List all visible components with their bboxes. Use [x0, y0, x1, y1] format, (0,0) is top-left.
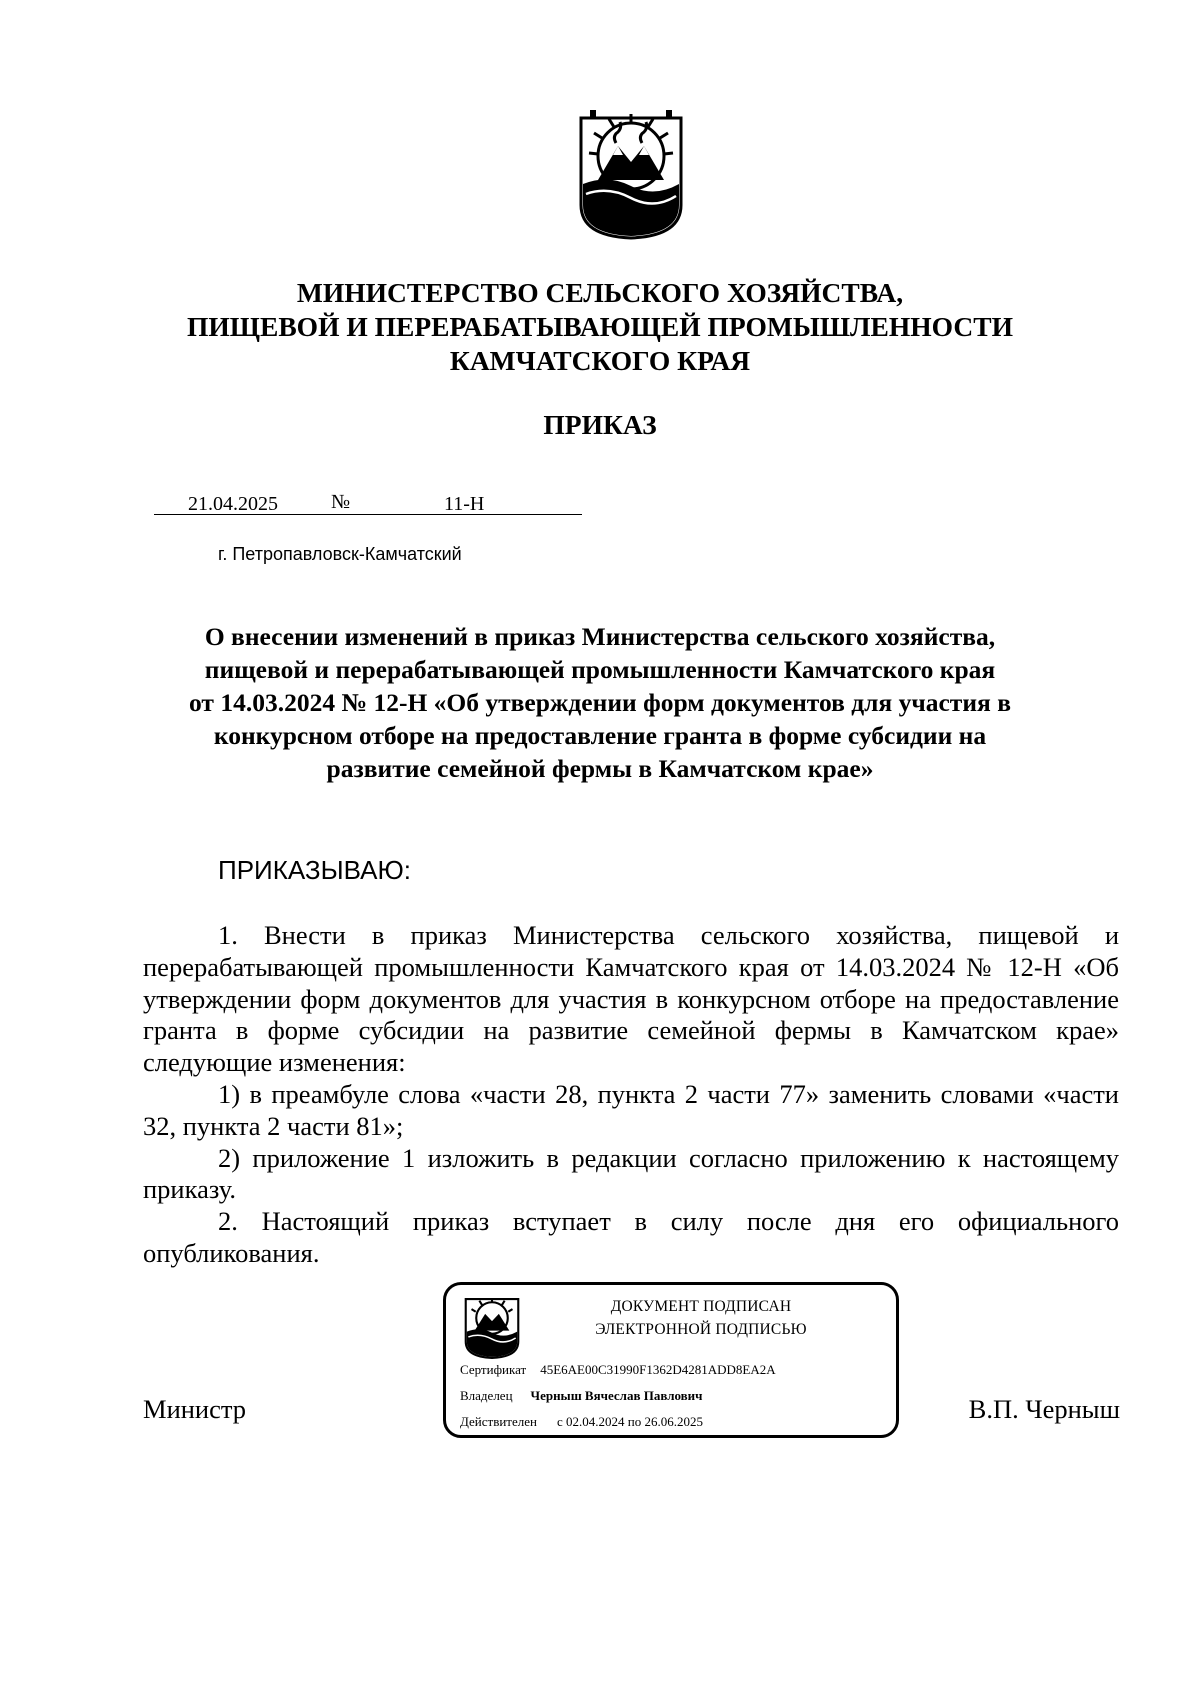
order-subject [100, 620, 1100, 785]
ministry-title-line: МИНИСТЕРСТВО СЕЛЬСКОГО ХОЗЯЙСТВА, [296, 277, 904, 308]
stamp-heading-line: ДОКУМЕНТ ПОДПИСАН [610, 1298, 792, 1315]
ministry-title [100, 276, 1100, 378]
order-word: ПРИКАЗЫВАЮ: [218, 855, 411, 885]
body-paragraph: 1) в преамбуле слова «части 28, пункта 2 части 77» заменить словами «части 32, пункта 2 части 81»; [143, 1078, 1119, 1141]
stamp-validity-row [460, 1414, 703, 1430]
order-date: 21.04.2025 [188, 493, 278, 515]
valid-label: Действителен [460, 1414, 537, 1429]
order-body [143, 920, 1119, 1270]
owner-label: Владелец [460, 1388, 513, 1403]
body-paragraph: 2. Настоящий приказ вступает в силу после дня его официального опубликования. [143, 1206, 1119, 1268]
kamchatka-coat-of-arms-icon [464, 1297, 520, 1359]
body-paragraph: 2) приложение 1 изложить в редакции согласно приложению к настоящему приказу. [143, 1142, 1119, 1205]
e-signature-stamp [443, 1282, 899, 1438]
order-number: 11-Н [444, 493, 485, 515]
owner-value: Черныш Вячеслав Павлович [530, 1388, 703, 1403]
subject-line: пищевой и перерабатывающей промышленности Камчатского края [204, 655, 996, 684]
number-sign: № [331, 491, 351, 513]
ministry-title-line: ПИЩЕВОЙ И ПЕРЕРАБАТЫВАЮЩЕЙ ПРОМЫШЛЕННОСТИ [187, 311, 1013, 342]
kamchatka-coat-of-arms-icon [578, 110, 684, 240]
valid-value: с 02.04.2024 по 26.06.2025 [556, 1414, 703, 1429]
stamp-certificate-row [460, 1362, 776, 1378]
registration-underline [154, 514, 582, 515]
document-type: ПРИКАЗ [543, 409, 657, 440]
signer-name: В.П. Черныш [968, 1394, 1120, 1424]
subject-line: О внесении изменений в приказ Министерства сельского хозяйства, [204, 622, 996, 651]
stamp-heading [526, 1295, 876, 1341]
subject-line: от 14.03.2024 № 12-Н «Об утверждении форм документов для участия в [189, 688, 1011, 717]
subject-line: конкурсном отборе на предоставление гранта в форме субсидии на [213, 721, 987, 750]
city: г. Петропавловск-Камчатский [218, 544, 462, 564]
stamp-heading-line: ЭЛЕКТРОННОЙ ПОДПИСЬЮ [595, 1321, 807, 1338]
stamp-owner-row [460, 1388, 703, 1404]
body-paragraph: 1. Внести в приказ Министерства сельского хозяйства, пищевой и перерабатывающей промышленности Камчатского края от 14.03.2024 № 12-Н «Об утверждении форм документов для участия в конкурсном отборе на предоставление гранта в форме субсидии на развитие семейной фермы в Камчатском крае» следующие изменения: [143, 920, 1119, 1078]
ministry-title-line: КАМЧАТСКОГО КРАЯ [449, 345, 751, 376]
certificate-value: 45E6AE00C31990F1362D4281ADD8EA2A [540, 1362, 776, 1377]
certificate-label: Сертификат [460, 1362, 527, 1377]
signer-title: Министр [143, 1394, 247, 1424]
subject-line: развитие семейной фермы в Камчатском крае» [326, 754, 874, 783]
registration-line [154, 490, 584, 520]
